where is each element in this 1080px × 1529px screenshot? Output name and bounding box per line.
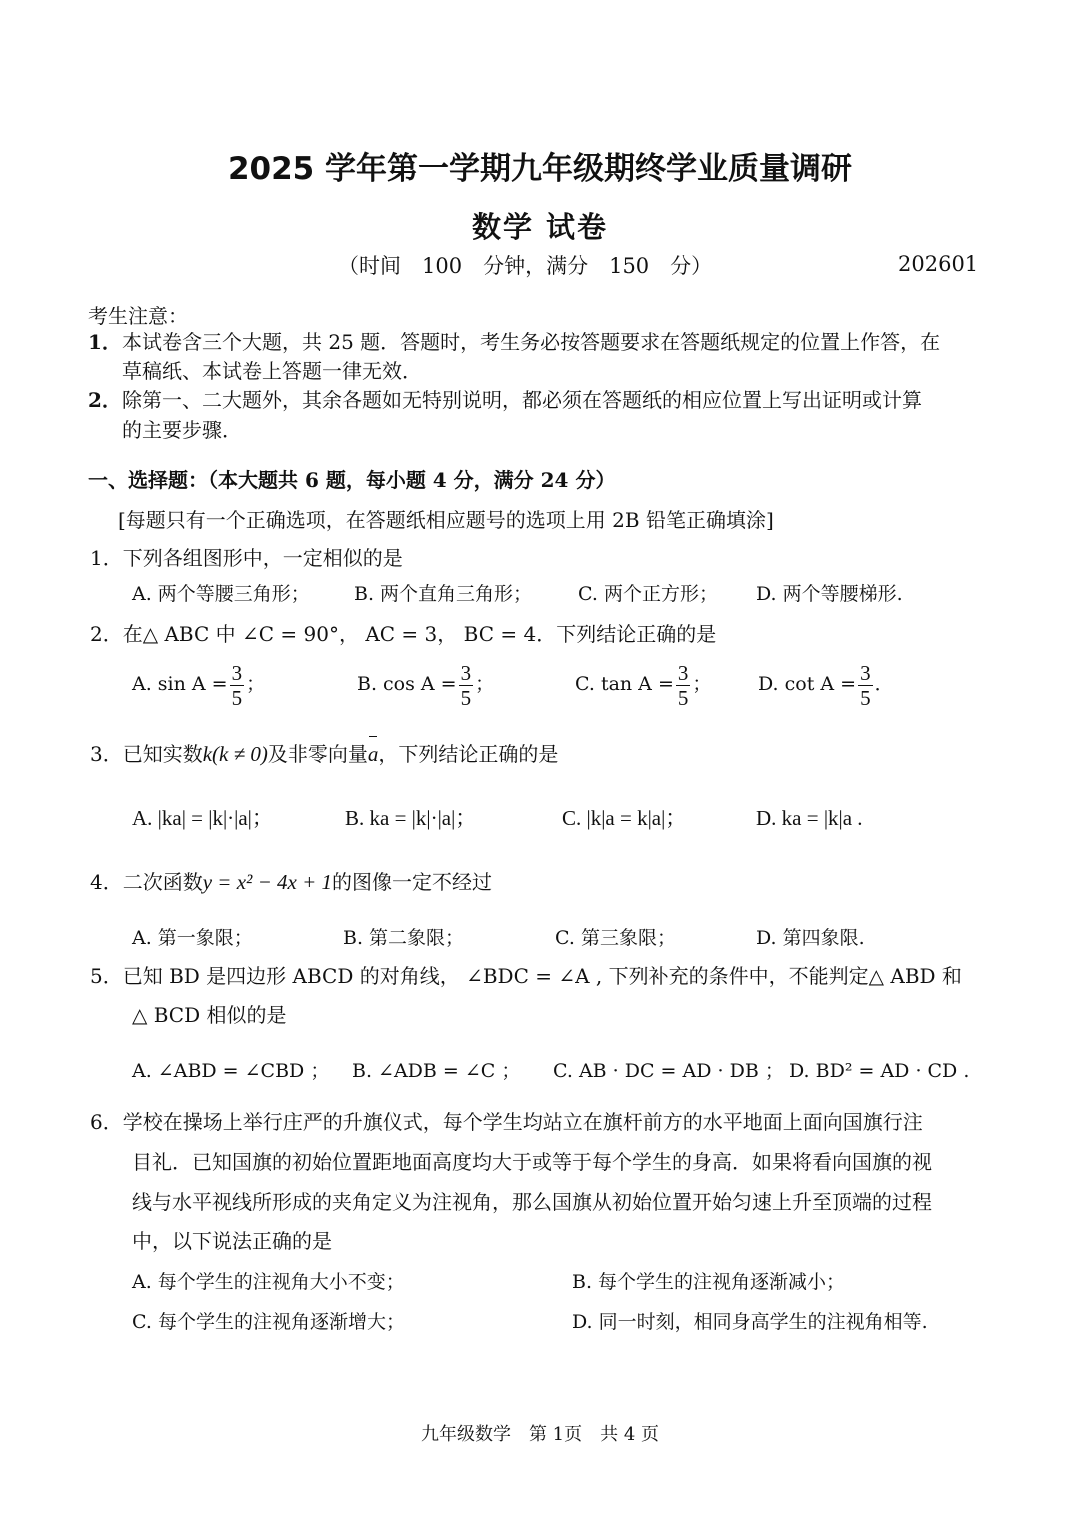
fraction (858, 661, 873, 710)
notice-item-1-line-2: 草稿纸、本试卷上答题一律无效． (122, 359, 422, 383)
question-1-stem: 1．下列各组图形中，一定相似的是 (90, 546, 403, 570)
question-6-line-2: 目礼．已知国旗的初始位置距地面高度均大于或等于每个学生的身高．如果将看向国旗的视 (132, 1150, 932, 1174)
notice-item-1-line-1: 本试卷含三个大题，共 25 题．答题时，考生务必按答题要求在答题纸规定的位置上作答，在 (122, 330, 941, 354)
question-5-option-d: D. BD² = AD · CD . (789, 1060, 970, 1082)
exam-title: 2025 学年第一学期九年级期终学业质量调研 (227, 151, 853, 187)
end-mark: ． (874, 673, 894, 695)
fraction (459, 661, 474, 710)
stem-text-3: ，下列结论正确的是 (378, 742, 559, 766)
vector-a: a (368, 734, 379, 774)
stem-text-1: 4．二次函数 (90, 870, 203, 894)
question-2-option-a (132, 658, 265, 710)
fraction (676, 661, 691, 710)
denominator: 5 (677, 685, 689, 710)
question-3-option-a: A. |ka| = |k|·|a|； (132, 806, 273, 830)
option-label: D. cot A = (758, 673, 857, 695)
separator: ； (246, 673, 266, 695)
question-5-line-1: 5．已知 BD 是四边形 ABCD 的对角线， ∠BDC = ∠A , 下列补充的条件中，不能判定△ ABD 和 (90, 964, 962, 988)
numerator: 3 (677, 660, 689, 685)
option-label: B. cos A = (357, 673, 457, 695)
question-5-option-b: B. ∠ADB = ∠C ； (352, 1060, 521, 1082)
stem-text-2: 及非零向量 (267, 742, 368, 766)
question-1-option-d: D. 两个等腰梯形. (756, 583, 903, 605)
question-1-option-c: C. 两个正方形； (578, 583, 718, 605)
notice-item-2-line-2: 的主要步骤． (122, 418, 242, 442)
numerator: 3 (460, 660, 472, 685)
option-label: A. sin A = (132, 673, 228, 695)
question-3-option-b: B. ka = |k|·|a|； (345, 806, 477, 830)
question-3-option-c: C. |k|a = k|a|； (562, 806, 687, 830)
question-6-option-d: D. 同一时刻，相同身高学生的注视角相等. (572, 1311, 928, 1333)
question-6-option-b: B. 每个学生的注视角逐渐减小； (572, 1271, 846, 1293)
question-6-line-3: 线与水平视线所形成的夹角定义为注视角，那么国旗从初始位置开始匀速上升至顶端的过程 (132, 1190, 932, 1214)
separator: ； (475, 673, 495, 695)
notice-item-1-number: 1． (88, 330, 122, 354)
question-1-option-b: B. 两个直角三角形； (354, 583, 533, 605)
denominator: 5 (860, 685, 871, 710)
question-2-option-b (357, 658, 494, 710)
section-1-instruction: [每题只有一个正确选项，在答题纸相应题号的选项上用 2B 铅笔正确填涂] (118, 508, 774, 532)
denominator: 5 (460, 685, 472, 710)
question-2-option-c (575, 658, 711, 710)
question-2-option-d (758, 658, 894, 710)
time-info: （时间 100 分钟，满分 150 分） (338, 254, 713, 278)
question-3-stem (90, 734, 558, 774)
notice-item-2-line-1: 除第一、二大题外，其余各题如无特别说明，都必须在答题纸的相应位置上写出证明或计算 (122, 388, 922, 412)
question-4-option-d: D. 第四象限. (756, 927, 865, 949)
notice-item-2-number: 2． (88, 388, 122, 412)
question-1-option-a: A. 两个等腰三角形； (132, 583, 310, 605)
option-label: C. tan A = (575, 673, 674, 695)
question-5-option-a: A. ∠ABD = ∠CBD ； (132, 1060, 330, 1082)
question-5-option-c: C. AB · DC = AD · DB ； (553, 1060, 784, 1082)
question-6-line-1: 6．学校在操场上举行庄严的升旗仪式，每个学生均站立在旗杆前方的水平地面上面向国旗行注 (90, 1110, 923, 1134)
stem-math: k(k ≠ 0) (202, 742, 268, 766)
question-6-option-a: A. 每个学生的注视角大小不变； (132, 1271, 405, 1293)
page-footer: 九年级数学 第 1页 共 4 页 (420, 1424, 660, 1445)
question-4-option-b: B. 第二象限； (343, 927, 465, 949)
fraction (230, 661, 245, 710)
question-6-line-4: 中，以下说法正确的是 (132, 1229, 332, 1253)
stem-math: y = x² − 4x + 1 (202, 870, 333, 894)
numerator: 3 (860, 660, 871, 685)
stem-text-1: 3．已知实数 (90, 742, 203, 766)
section-1-heading: 一、选择题：（本大题共 6 题，每小题 4 分，满分 24 分） (88, 468, 616, 492)
question-4-option-a: A. 第一象限； (132, 927, 253, 949)
question-4-stem (90, 862, 492, 902)
denominator: 5 (231, 685, 243, 710)
notice-heading: 考生注意： (88, 304, 188, 328)
exam-code: 202601 (898, 252, 979, 276)
question-4-option-c: C. 第三象限； (555, 927, 676, 949)
question-2-stem: 2．在△ ABC 中 ∠C = 90°， AC = 3， BC = 4．下列结论正确的是 (90, 622, 717, 646)
exam-subtitle: 数学 试卷 (471, 210, 609, 244)
question-6-option-c: C. 每个学生的注视角逐渐增大； (132, 1311, 405, 1333)
separator: ； (692, 673, 712, 695)
question-5-line-2: △ BCD 相似的是 (132, 1003, 287, 1027)
question-3-option-d: D. ka = |k|a . (756, 806, 863, 830)
numerator: 3 (231, 660, 243, 685)
stem-text-2: 的图像一定不经过 (332, 870, 493, 894)
